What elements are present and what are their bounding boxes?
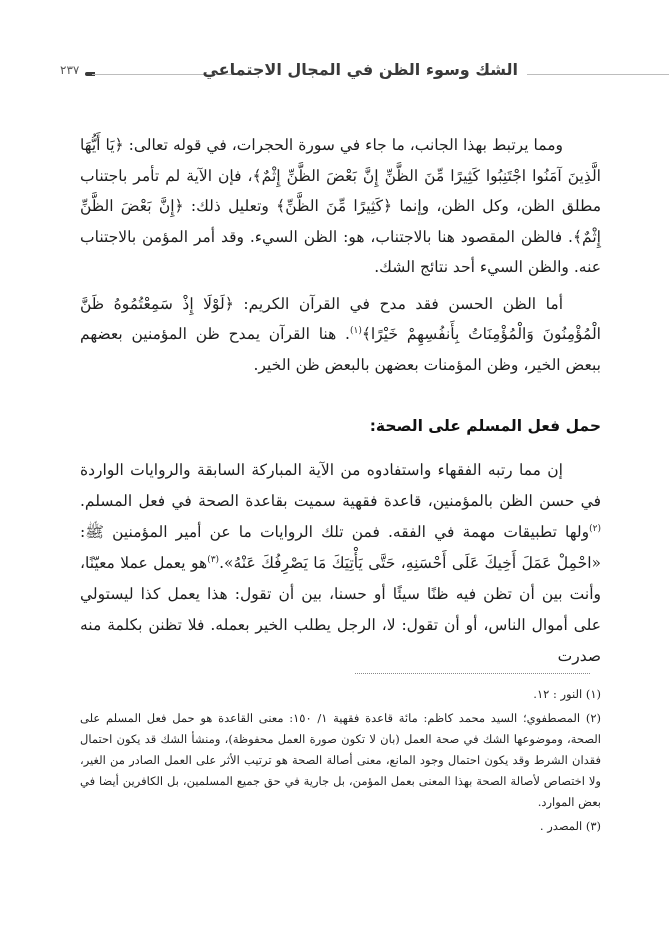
footnote-text: النور : ١٢. xyxy=(533,687,583,701)
footnote-1 xyxy=(80,684,601,705)
footnote-ref-2[interactable]: (٢) xyxy=(589,523,601,534)
paragraph-part-3: هو يعمل عملا معيّنًا، وأنت بين أن تظن فيه ظنًا سيئًا أو حسنا، بين أن تقول: هذا يعمل كذا ليستولي على أموال الناس، أو أن تقول: لا، الرجل يطلب الخير بعمله. فلا تظنن بكلمة منه صدرت xyxy=(80,554,601,665)
footnote-3 xyxy=(80,816,601,837)
footnote-separator xyxy=(355,673,590,674)
header-rule-right xyxy=(527,74,669,75)
paragraph-good-opinion xyxy=(80,289,601,381)
header-rule-left-stub xyxy=(92,74,112,75)
footnote-text: المصطفوي؛ السيد محمد كاظم: مائة قاعدة فقهية ١/ ١٥٠: معنى القاعدة هو حمل فعل المسلم على الصحة، وموضوعها الشك في صحة العمل (بان لا تكون صورة العمل محفوظة)، ومنشأ الشك قد يكون احتمال فقدان الشرط وقد يكون احتمال وجود المانع، معنى أصالة الصحة هو ترتيب الأثر على العمل الصادر من الغير، ولا اختصاص لأصالة الصحة بهذا المعنى بعمل المؤمن، بل جارية في حق جميع المسلمين، بل الكافرين أيضا في بعض الموارد. xyxy=(80,711,601,809)
page-number: ٢٣٧ xyxy=(60,63,80,77)
body-text xyxy=(80,130,601,380)
paragraph-part-1: إن مما رتبه الفقهاء واستفادوه من الآية المباركة السابقة والروايات الواردة في حسن الظن بالمؤمنين، قاعدة فقهية سميت بقاعدة الصحة في فعل المسلم. xyxy=(80,461,601,510)
footnote-marker: (١) xyxy=(585,687,601,701)
paragraph-good-opinion-text: أما الظن الحسن فقد مدح في القرآن الكريم: ﴿لَوْلَا إِذْ سَمِعْتُمُوهُ ظَنَّ الْمُؤْمِنُونَ وَالْمُؤْمِنَاتُ بِأَنفُسِهِمْ خَيْرًا﴾ xyxy=(80,294,601,343)
footnote-ref-1[interactable]: (١) xyxy=(349,325,362,336)
paragraph-good-opinion-tail: . هنا القرآن يمدح ظن المؤمنين بعضهم ببعض الخير، وظن المؤمنات بعضهن بالبعض ظن الخير. xyxy=(80,325,601,374)
footnotes xyxy=(80,684,601,840)
footnote-2 xyxy=(80,708,601,813)
footnote-ref-3[interactable]: (٣) xyxy=(207,554,220,565)
header-title: الشك وسوء الظن في المجال الاجتماعي xyxy=(202,60,518,79)
footnote-marker: (٣) xyxy=(585,819,601,833)
running-header xyxy=(0,58,669,88)
footnote-marker: (٢) xyxy=(585,711,602,725)
section-body xyxy=(80,455,601,672)
paragraph-sihha-rule xyxy=(80,455,601,672)
paragraph-hujurat: ومما يرتبط بهذا الجانب، ما جاء في سورة الحجرات، في قوله تعالى: ﴿يَا أَيُّهَا الَّذِينَ آمَنُوا اجْتَنِبُوا كَثِيرًا مِّنَ الظَّنِّ إِنَّ بَعْضَ الظَّنِّ إِثْمٌ﴾، فإن الآية لم تأمر باجتناب مطلق الظن، وكل الظن، وإنما ﴿كَثِيرًا مِّنَ الظَّنِّ﴾ وتعليل ذلك: ﴿إِنَّ بَعْضَ الظَّنِّ إِثْمٌ﴾. فالظن المقصود هنا بالاجتناب، هو: الظن السيء. وقد أمر المؤمن بالاجتناب عنه. والظن السيء أحد نتائج الشك. xyxy=(80,136,601,276)
section-heading: حمل فعل المسلم على الصحة: xyxy=(369,417,601,435)
paragraph-part-2: ولها تطبيقات مهمة في الفقه. فمن تلك الروايات ما عن أمير المؤمنين ﷺ: «احْمِلْ عَمَلَ أَخِيكَ عَلَى أَحْسَنِهِ، حَتَّى يَأْتِيَكَ مَا يَصْرِفُكَ عَنْهُ». xyxy=(80,523,601,572)
footnote-text: المصدر . xyxy=(539,819,583,833)
